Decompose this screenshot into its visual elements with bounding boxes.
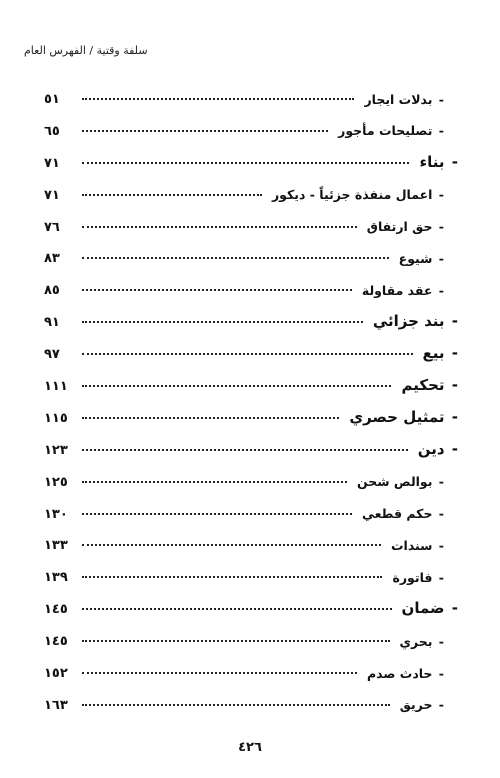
toc-entry-title: - بوالص شحن xyxy=(356,474,444,490)
dot-leader xyxy=(82,257,389,259)
dot-leader xyxy=(82,98,354,100)
toc-entry-page: ١٢٣ xyxy=(44,442,68,458)
toc-entry-page: ٩١ xyxy=(44,315,60,331)
toc-entry-page: ٧٦ xyxy=(44,219,60,235)
toc-entry-title-text: اعمال منفذة جزئياً - ديكور xyxy=(271,187,433,203)
toc-entry-title: - تمثيل حصري xyxy=(349,407,458,426)
toc-entry xyxy=(44,114,458,138)
toc-entry-title: - بناء xyxy=(419,152,458,171)
dot-leader xyxy=(82,672,357,674)
toc-entry-page: ٧١ xyxy=(44,155,60,171)
toc-entry-title-text: بحري xyxy=(399,633,433,649)
toc-entry-title-text: حكم قطعي xyxy=(361,506,433,522)
toc-entry-title-text: تحكيم xyxy=(401,376,445,395)
dot-leader xyxy=(82,417,339,419)
toc-entry-page: ١١١ xyxy=(44,379,68,395)
toc-entry xyxy=(44,497,458,521)
toc-entry-title-text: حريق xyxy=(399,697,433,713)
toc-entry-title-text: حادث صدم xyxy=(366,665,433,681)
toc-entry-title: - تصليحات مأجور xyxy=(338,123,444,139)
toc-entry xyxy=(44,592,458,616)
toc-entry-page: ١٥٢ xyxy=(44,666,68,682)
dot-leader xyxy=(82,385,391,387)
toc-entry-title: - تحكيم xyxy=(401,376,458,395)
toc-entry-title: - سندات xyxy=(390,537,444,553)
dot-leader xyxy=(82,640,390,642)
toc-entry-title: - ضمان xyxy=(401,599,458,618)
toc-entry xyxy=(44,146,458,170)
toc-entry xyxy=(44,624,458,648)
toc-entry-title-text: بدلات ايجار xyxy=(364,91,433,107)
toc-entry-title: - بيع xyxy=(422,344,458,363)
toc-entry-page: ٧١ xyxy=(44,187,60,203)
toc-entry-title: - عقد مقاولة xyxy=(361,282,444,298)
toc-entry xyxy=(44,82,458,106)
dot-leader xyxy=(82,130,328,132)
toc-entry-title-text: دين xyxy=(417,439,445,458)
toc-entry xyxy=(44,369,458,393)
toc-entry-title: - بحري xyxy=(399,633,444,649)
toc-entry xyxy=(44,465,458,489)
dot-leader xyxy=(82,704,390,706)
dot-leader xyxy=(82,162,409,164)
toc-entry-page: ٦٥ xyxy=(44,123,60,139)
toc-entry-page: ٨٣ xyxy=(44,251,60,267)
dot-leader xyxy=(82,544,381,546)
toc-entry-title-text: بيع xyxy=(422,344,445,363)
dot-leader xyxy=(82,449,408,451)
toc-entry-title: - بند جزائي xyxy=(372,312,458,331)
toc-entry-page: ٩٧ xyxy=(44,347,60,363)
toc-entry-title: - حكم قطعي xyxy=(361,506,444,522)
toc-entry-title: - دين xyxy=(417,439,458,458)
toc-entry-page: ٨٥ xyxy=(44,283,60,299)
toc-entry xyxy=(44,178,458,202)
toc-entry xyxy=(44,528,458,552)
toc-entry-title: - بدلات ايجار xyxy=(364,91,444,107)
toc-entry-page: ١٤٥ xyxy=(44,602,68,618)
toc-entry-title: - اعمال منفذة جزئياً - ديكور xyxy=(271,187,444,203)
toc-entry-title: - حق ارتفاق xyxy=(366,219,444,235)
toc-entry-title-text: عقد مقاولة xyxy=(361,282,433,298)
toc-entry-title-text: حق ارتفاق xyxy=(366,219,433,235)
toc-entry xyxy=(44,560,458,584)
toc-entry-title: - شيوع xyxy=(398,250,444,266)
dot-leader xyxy=(82,321,363,323)
toc-entry-page: ١٣٠ xyxy=(44,506,68,522)
toc-entry-title-text: تصليحات مأجور xyxy=(338,123,433,139)
toc-entry-page: ١٦٣ xyxy=(44,697,68,713)
toc-entry-title-text: بوالص شحن xyxy=(356,474,433,490)
toc-entry-title-text: بند جزائي xyxy=(372,312,445,331)
running-header: سلفة وقتية / الفهرس العام xyxy=(24,44,148,57)
table-of-contents xyxy=(44,82,458,712)
toc-entry-title-text: شيوع xyxy=(398,250,433,266)
toc-entry-title: - حادث صدم xyxy=(366,665,444,681)
page-number: ٤٢٦ xyxy=(238,740,262,755)
dot-leader xyxy=(82,608,392,610)
toc-entry-page: ٥١ xyxy=(44,92,60,107)
toc-entry xyxy=(44,688,458,712)
toc-entry-page: ١٤٥ xyxy=(44,634,68,650)
dot-leader xyxy=(82,194,262,196)
toc-entry-page: ١٣٣ xyxy=(44,538,68,554)
dot-leader xyxy=(82,353,413,355)
toc-entry-title: - حريق xyxy=(399,697,444,713)
dot-leader xyxy=(82,226,357,228)
dot-leader xyxy=(82,576,382,578)
toc-entry-title: - فاتورة xyxy=(392,569,444,585)
dot-leader xyxy=(82,481,347,483)
toc-entry xyxy=(44,433,458,457)
toc-entry xyxy=(44,656,458,680)
toc-entry xyxy=(44,273,458,297)
toc-entry xyxy=(44,305,458,329)
toc-entry-title-text: سندات xyxy=(390,537,433,553)
toc-entry-page: ١٣٩ xyxy=(44,570,68,586)
toc-entry-title-text: ضمان xyxy=(401,599,445,618)
dot-leader xyxy=(82,289,352,291)
toc-entry-page: ١١٥ xyxy=(44,410,68,426)
toc-entry-page: ١٢٥ xyxy=(44,474,68,490)
toc-entry-title-text: تمثيل حصري xyxy=(349,407,445,426)
dot-leader xyxy=(82,513,352,515)
toc-entry xyxy=(44,337,458,361)
toc-entry xyxy=(44,210,458,234)
toc-entry xyxy=(44,401,458,425)
toc-entry-title-text: فاتورة xyxy=(392,569,433,585)
toc-entry-title-text: بناء xyxy=(419,152,445,171)
toc-entry xyxy=(44,241,458,265)
